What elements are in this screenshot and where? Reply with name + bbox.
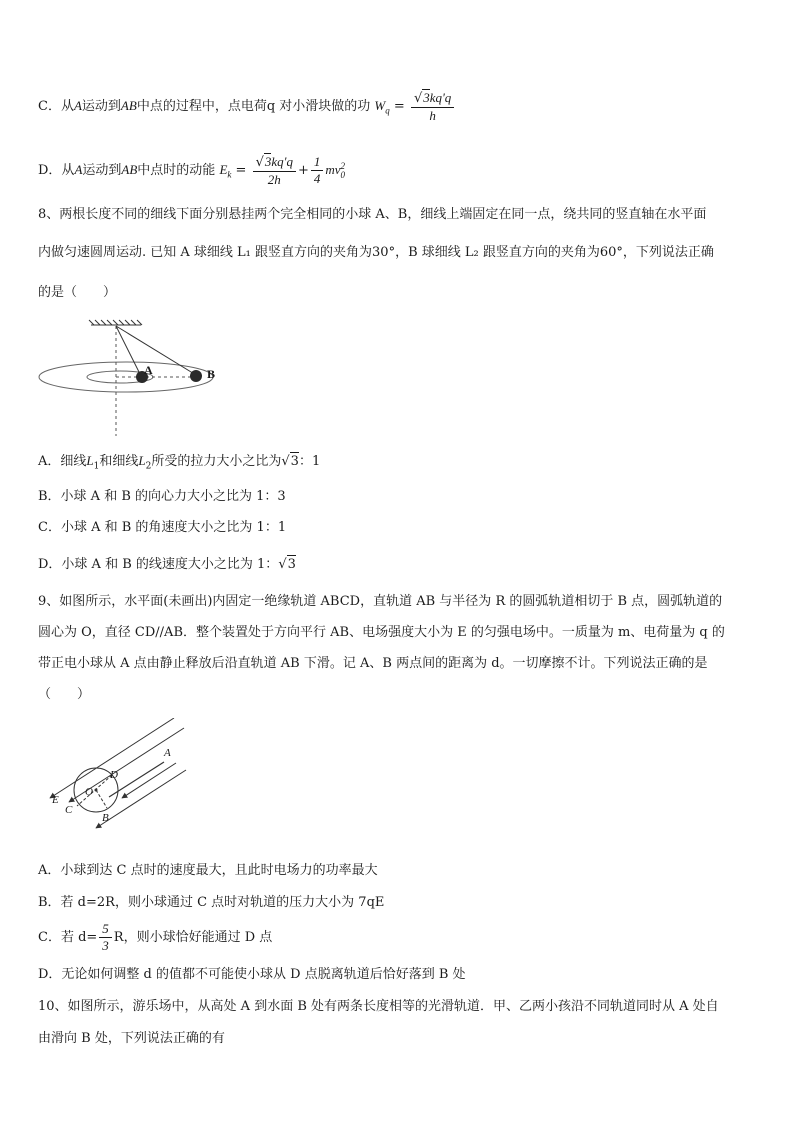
energy-fraction-1: $\frac{√3kq'q}{2h}$ — [253, 153, 296, 188]
q10-stem-line-2: 由滑向 B 处，下列说法正确的有 — [38, 1031, 225, 1046]
label-d: D — [110, 769, 118, 781]
q9-stem-line-1: 9、如图所示，水平面(未画出)内固定一绝缘轨道 ABCD，直轨道 AB 与半径为 R 的圆弧轨道相切于 B 点，圆弧轨道的 — [38, 594, 723, 609]
work-symbol: $W_q$ — [374, 98, 390, 116]
q8-option-c: C．小球 A 和 B 的角速度大小之比为 1：1 — [38, 520, 287, 535]
label-a: A — [164, 747, 171, 759]
ball-b — [190, 370, 202, 382]
q8-option-d: D．小球 A 和 B 的线速度大小之比为 1：√3 — [38, 557, 296, 572]
q8-stem-line-1: 8、两根长度不同的细线下面分别悬挂两个完全相同的小球 A、B，细线上端固定在同一点，绕共同的竖直轴在水平面 — [38, 207, 707, 222]
q9-stem-line-2: 圆心为 O，直径 CD//AB．整个装置处于方向平行 AB、电场强度大小为 E 的匀强电场中。一质量为 m、电荷量为 q 的 — [38, 625, 725, 640]
kinetic-energy-symbol: $E_k$ — [219, 162, 232, 180]
q9-option-d: D．无论如何调整 d 的值都不可能使小球从 D 点脱离轨道后恰好落到 B 处 — [38, 967, 466, 982]
energy-fraction-2: $\frac{1}{4}$ — [311, 154, 324, 187]
label-b: B — [102, 812, 109, 824]
work-fraction: $\frac{√3kq'q}{h}$ — [411, 89, 454, 124]
q8-stem-line-2: 内做匀速圆周运动. 已知 A 球细线 L₁ 跟竖直方向的夹角为30°，B 球细线 L₂ 跟竖直方向的夹角为60°，下列说法正确 — [38, 245, 714, 260]
label-a: A — [144, 363, 153, 377]
q9-option-b: B．若 d=2R，则小球通过 C 点时对轨道的压力大小为 7qE — [38, 895, 385, 910]
q9-stem-line-3: 带正电小球从 A 点由静止释放后沿直轨道 AB 下滑。记 A、B 两点间的距离为 d。一切摩擦不计。下列说法正确的是 — [38, 656, 708, 671]
q9-track-figure — [44, 718, 204, 838]
label-o: O — [85, 786, 93, 798]
mv-term: mv 2 0 — [325, 161, 346, 181]
q7-option-c: C．从A运动到AB中点的过程中，点电荷q 对小滑块做的功 $W_q$ = $\frac{√3kq'q}{h}$ — [38, 86, 456, 131]
q8-option-b: B．小球 A 和 B 的向心力大小之比为 1：3 — [38, 489, 286, 504]
q9-option-c: C．若 d= $\frac{5}{3}$ R，则小球恰好能通过 D 点 — [38, 921, 273, 953]
d-fraction: $\frac{5}{3}$ — [99, 921, 112, 954]
q10-stem-line-1: 10、如图所示，游乐场中，从高处 A 到水面 B 处有两条长度相等的光滑轨道．甲、乙两小孩沿不同轨道同时从 A 处自 — [38, 999, 719, 1014]
q9-stem-line-4: （ ） — [38, 687, 91, 702]
q8-option-a: A．细线$L_1$和细线$L_2$所受的拉力大小之比为√3：1 — [38, 453, 321, 472]
q9-option-a: A．小球到达 C 点时的速度最大，且此时电场力的功率最大 — [38, 863, 378, 878]
q8-stem-line-3: 的是（ ） — [38, 285, 117, 300]
label-c: C — [65, 804, 73, 816]
q8-pendulum-figure — [36, 318, 236, 438]
label-b: B — [207, 367, 216, 381]
label-e: E — [52, 794, 59, 806]
q7-option-d: D．从A运动到AB中点时的动能 $E_k$ = $\frac{√3kq'q}{2h}$ + $\frac{1}{4}$ mv 2 0 — [38, 154, 346, 187]
